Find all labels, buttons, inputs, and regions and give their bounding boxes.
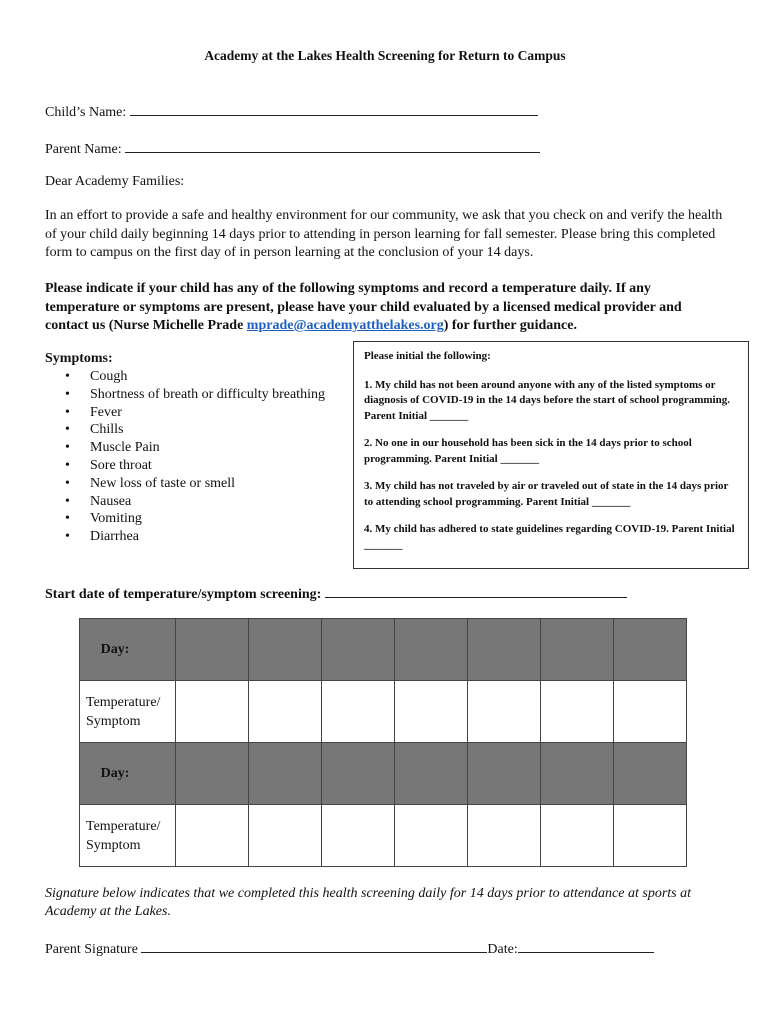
start-date-blank[interactable]: [325, 583, 627, 598]
initial-item-1: 1. My child has not been around anyone with any of the listed symptoms or diagnosis of COVID-19 in the 14 days before the start of school programming. Parent Initial _______: [364, 378, 730, 422]
day-cell[interactable]: [468, 619, 541, 681]
symptom-item: • Chills: [90, 421, 355, 439]
page-title: Academy at the Lakes Health Screening for Return to Campus: [204, 48, 566, 63]
temperature-cell[interactable]: [614, 805, 687, 867]
temperature-cell[interactable]: [322, 681, 395, 743]
instruction-text: Please indicate if your child has any of the following symptoms and record a temperature daily. If any temperature or symptoms are present, please have your child evaluated by a licensed medical provider and contact us (Nurse Michelle Prade: [45, 281, 682, 333]
parent-signature-blank[interactable]: [141, 938, 487, 953]
day-label: Day:: [80, 619, 176, 681]
symptom-item: • Cough: [90, 368, 355, 386]
temperature-cell[interactable]: [249, 805, 322, 867]
temperature-cell[interactable]: [176, 805, 249, 867]
temperature-label-line1: Temperature/: [86, 818, 161, 834]
symptom-item: • Vomiting: [90, 510, 355, 528]
day-cell[interactable]: [249, 619, 322, 681]
symptom-item: • Fever: [90, 404, 355, 422]
symptom-item: • Nausea: [90, 493, 355, 511]
temperature-cell[interactable]: [468, 805, 541, 867]
day-cell[interactable]: [322, 743, 395, 805]
temperature-label-line2: Symptom: [86, 837, 141, 853]
greeting: Dear Academy Families:: [45, 174, 185, 189]
temperature-cell[interactable]: [468, 681, 541, 743]
day-cell[interactable]: [541, 743, 614, 805]
temperature-row: [80, 805, 687, 867]
temperature-label-line2: Symptom: [86, 713, 141, 729]
symptom-item: • New loss of taste or smell: [90, 475, 355, 493]
initial-item-4: 4. My child has adhered to state guidelines regarding COVID-19. Parent Initial _______: [364, 523, 735, 551]
screening-table: [79, 618, 687, 867]
symptom-item: • Muscle Pain: [90, 439, 355, 457]
temperature-cell[interactable]: [176, 681, 249, 743]
day-label: Day:: [80, 743, 176, 805]
day-row: [80, 619, 687, 681]
symptom-item: • Sore throat: [90, 457, 355, 475]
instruction-paragraph: [45, 280, 725, 336]
date-label: Date:: [487, 942, 518, 957]
temperature-cell[interactable]: [614, 681, 687, 743]
initial-item-3: 3. My child has not traveled by air or traveled out of state in the 14 days prior to attending school programming. Parent Initial _______: [364, 480, 729, 508]
child-name-label: Child’s Name:: [45, 105, 127, 120]
day-cell[interactable]: [176, 619, 249, 681]
initial-heading: Please initial the following:: [364, 350, 491, 362]
temperature-cell[interactable]: [249, 681, 322, 743]
child-name-field: [45, 101, 538, 121]
date-blank[interactable]: [518, 938, 654, 953]
temperature-cell[interactable]: [395, 681, 468, 743]
day-cell[interactable]: [176, 743, 249, 805]
signature-field: [45, 938, 654, 958]
parent-initial-box: [353, 341, 749, 569]
intro-paragraph: In an effort to provide a safe and healthy environment for our community, we ask that you check on and verify the health of your child daily beginning 14 days prior to attending in person learning for fall semester. Please bring this completed form to campus on the first day of in person learning at the conclusion of your 14 days.: [45, 208, 723, 260]
symptom-item: • Shortness of breath or difficulty breathing: [90, 386, 355, 404]
day-cell[interactable]: [395, 619, 468, 681]
symptoms-list: [45, 350, 355, 546]
day-cell[interactable]: [541, 619, 614, 681]
symptoms-title: Symptoms:: [45, 351, 113, 366]
day-cell[interactable]: [249, 743, 322, 805]
symptom-item: • Diarrhea: [90, 528, 355, 546]
start-date-label: Start date of temperature/symptom screening:: [45, 587, 322, 602]
temperature-cell[interactable]: [541, 681, 614, 743]
parent-name-label: Parent Name:: [45, 142, 122, 157]
day-row: [80, 743, 687, 805]
start-date-field: [45, 583, 627, 603]
day-cell[interactable]: [322, 619, 395, 681]
temperature-cell[interactable]: [322, 805, 395, 867]
instruction-text-end: ) for further guidance.: [443, 318, 577, 333]
parent-name-field: [45, 138, 540, 158]
temperature-label-line1: Temperature/: [86, 694, 161, 710]
parent-name-blank[interactable]: [125, 138, 540, 153]
child-name-blank[interactable]: [130, 101, 538, 116]
day-cell[interactable]: [614, 743, 687, 805]
day-cell[interactable]: [468, 743, 541, 805]
signature-note: Signature below indicates that we completed this health screening daily for 14 days prior to attendance at sports at Academy at the Lakes.: [45, 886, 692, 919]
parent-signature-label: Parent Signature: [45, 942, 138, 957]
temperature-row: [80, 681, 687, 743]
temperature-cell[interactable]: [395, 805, 468, 867]
initial-item-2: 2. No one in our household has been sick in the 14 days prior to school programming. Parent Initial _______: [364, 437, 692, 465]
nurse-email-link[interactable]: mprade@academyatthelakes.org: [246, 318, 444, 333]
temperature-cell[interactable]: [541, 805, 614, 867]
day-cell[interactable]: [614, 619, 687, 681]
temperature-label: [80, 681, 176, 743]
temperature-label: [80, 805, 176, 867]
day-cell[interactable]: [395, 743, 468, 805]
